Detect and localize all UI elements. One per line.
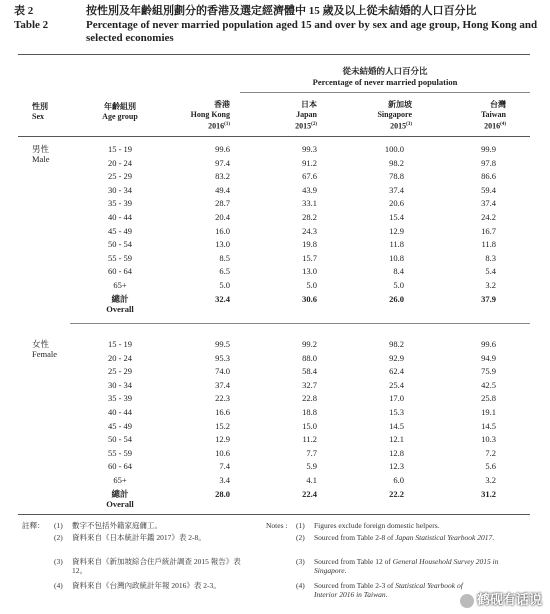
col-tw-year: 2016: [484, 121, 501, 131]
value-cell-sg: 98.2: [389, 157, 404, 168]
value-cell-tw: 24.2: [481, 212, 496, 222]
value-cell-hk: 16.0: [215, 225, 230, 236]
col-sg-note: (3): [406, 122, 412, 127]
value-cell-hk: 37.4: [215, 379, 230, 390]
col-sg-year-line: [352, 120, 412, 132]
col-sex-en: Sex: [32, 112, 44, 121]
table-label-en: Table 2: [14, 19, 49, 31]
note-en-2-b: .: [492, 533, 495, 542]
note-zh-2-num: (2): [54, 533, 63, 542]
value-cell-tw: 42.5: [481, 379, 496, 390]
col-header-sex: [32, 102, 82, 122]
value-cell-hk: 20.4: [215, 212, 230, 222]
age-group-cell: 25 - 29: [107, 171, 133, 182]
value-cell-sg: 8.4: [393, 266, 404, 277]
note-zh-1: [22, 521, 257, 533]
value-cell-tw: 5.4: [485, 266, 496, 277]
female-overall-zh: 總計: [111, 489, 129, 499]
value-cell-tw: 5.6: [485, 461, 496, 472]
age-group-cell: 55 - 59: [107, 252, 133, 263]
table-label-zh: 表 2: [14, 5, 34, 17]
value-cell-jp: 33.1: [302, 198, 317, 209]
value-cell-sg: 15.3: [389, 407, 404, 417]
age-group-cell: 25 - 29: [107, 366, 133, 377]
value-cell-hk: 12.9: [215, 434, 230, 445]
watermark-logo-icon: [460, 594, 474, 608]
note-zh-1-text: 數字不包括外籍家庭傭工。: [72, 521, 162, 530]
col-tw-note: (4): [500, 122, 506, 127]
value-cell-jp: 4.1: [306, 475, 317, 485]
value-cell-sg: 12.8: [389, 447, 404, 458]
note-zh-4-text: 資料來自《台灣內政統計年報 2016》表 2-3。: [72, 581, 221, 590]
value-cell-hk: 3.4: [219, 475, 230, 485]
value-cell-sg: 25.4: [389, 379, 404, 390]
value-cell-tw: 3.2: [485, 475, 496, 485]
value-cell-sg: 37.4: [389, 184, 404, 195]
col-header-age: [90, 102, 150, 122]
value-cell-hk: 16.6: [215, 407, 230, 417]
value-cell-hk: 7.4: [219, 461, 230, 472]
age-group-cell: 60 - 64: [107, 266, 133, 277]
watermark: [460, 589, 542, 608]
col-header-hk: [178, 100, 230, 132]
value-cell-tw: 99.9: [481, 144, 496, 154]
male-label-zh: 男性: [32, 144, 50, 154]
value-cell-jp: 22.8: [302, 393, 317, 404]
value-cell-hk: 10.6: [215, 447, 230, 458]
female-overall-sg: 22.2: [389, 489, 404, 499]
col-sex-zh: 性別: [32, 102, 48, 111]
value-cell-jp: 58.4: [302, 366, 317, 377]
value-cell-hk: 22.3: [215, 393, 230, 404]
note-zh-3-num: (3): [54, 557, 63, 566]
value-cell-jp: 7.7: [306, 447, 317, 458]
value-cell-tw: 86.6: [481, 171, 496, 182]
male-label-en: Male: [32, 154, 50, 164]
note-zh-4-num: (4): [54, 581, 63, 590]
note-en-2-a: Sourced from Table 2-8 of: [314, 533, 396, 542]
age-group-cell: 35 - 39: [107, 393, 133, 404]
age-group-cell: 55 - 59: [107, 447, 133, 458]
value-cell-jp: 15.7: [302, 252, 317, 263]
value-cell-tw: 16.7: [481, 225, 496, 236]
value-cell-jp: 19.8: [302, 239, 317, 250]
notes-en-label: Notes :: [266, 521, 288, 530]
col-tw-en: Taiwan: [480, 110, 506, 119]
value-cell-jp: 67.6: [302, 171, 317, 182]
table-title-text-zh: 按性別及年齡組別劃分的香港及選定經濟體中 15 歲及以上從未結婚的人口百分比: [86, 5, 477, 17]
header-bottom-rule: [18, 136, 530, 137]
col-age-zh: 年齡組別: [104, 102, 136, 111]
group-header-en: Percentage of never married population: [312, 77, 458, 87]
note-zh-1-num: (1): [54, 521, 63, 530]
col-tw-year-line: [446, 120, 506, 132]
note-en-4-b: .: [385, 590, 388, 599]
male-overall-sg: 26.0: [389, 294, 404, 304]
note-zh-3-text: 資料來自《新加坡綜合住戶統計調查 2015 報告》表 12。: [72, 557, 241, 575]
header-top-rule: [18, 54, 530, 55]
col-hk-zh: 香港: [214, 100, 230, 109]
value-cell-tw: 11.8: [481, 239, 496, 250]
col-sg-en: Singapore: [377, 110, 412, 119]
col-jp-note: (2): [311, 122, 317, 127]
value-cell-hk: 97.4: [215, 157, 230, 168]
age-group-cell: 45 - 49: [107, 420, 133, 431]
value-cell-sg: 12.1: [389, 434, 404, 445]
value-cell-hk: 99.5: [215, 339, 230, 349]
value-cell-hk: 83.2: [215, 171, 230, 182]
age-group-cell: 20 - 24: [107, 352, 133, 363]
age-group-cell: 60 - 64: [107, 461, 133, 472]
col-sg-zh: 新加坡: [388, 100, 412, 109]
male-overall-hk: 32.4: [215, 294, 230, 304]
value-cell-hk: 8.5: [219, 252, 230, 263]
value-cell-jp: 91.2: [302, 157, 317, 168]
note-en-2-num: (2): [296, 533, 305, 542]
value-cell-tw: 97.8: [481, 157, 496, 168]
col-hk-en: Hong Kong: [190, 110, 230, 119]
value-cell-sg: 78.8: [389, 171, 404, 182]
col-header-tw: [446, 100, 506, 132]
female-overall-hk: 28.0: [215, 489, 230, 499]
col-header-jp: [265, 100, 317, 132]
age-group-cell: 40 - 44: [107, 212, 133, 222]
age-group-cell: 15 - 19: [107, 144, 133, 154]
value-cell-tw: 7.2: [485, 447, 496, 458]
note-en-2-text: [314, 533, 504, 542]
age-group-cell: 35 - 39: [107, 198, 133, 209]
col-hk-year: 2016: [208, 121, 225, 131]
age-group-cell: 65+: [113, 280, 127, 290]
table-title-text-en: Percentage of never married population aged 15 and over by sex and age group, Hong Kong and selected economies: [86, 19, 538, 44]
value-cell-jp: 88.0: [302, 352, 317, 363]
table-bottom-rule: [18, 514, 530, 515]
value-cell-hk: 99.6: [215, 144, 230, 154]
note-en-3-text: [314, 557, 504, 575]
value-cell-hk: 28.7: [215, 198, 230, 209]
group-header-rule: [240, 92, 530, 93]
age-group-cell: 40 - 44: [107, 407, 133, 417]
value-cell-sg: 20.6: [389, 198, 404, 209]
value-cell-jp: 15.0: [302, 420, 317, 431]
value-cell-jp: 43.9: [302, 184, 317, 195]
value-cell-jp: 5.9: [306, 461, 317, 472]
value-cell-tw: 94.9: [481, 352, 496, 363]
note-zh-3: [22, 557, 257, 581]
value-cell-jp: 32.7: [302, 379, 317, 390]
note-en-4-italic: Statistical Yearbook of Interior 2016 in Taiwan: [314, 581, 463, 599]
col-header-sg: [352, 100, 412, 132]
note-zh-2-text: 資料來自《日本統計年鑑 2017》表 2-8。: [72, 533, 206, 542]
value-cell-sg: 62.4: [389, 366, 404, 377]
note-zh-2: [22, 533, 257, 557]
note-en-4-text: [314, 581, 464, 599]
female-overall-jp: 22.4: [302, 489, 317, 499]
sex-label-female: [32, 339, 92, 359]
value-cell-hk: 15.2: [215, 420, 230, 431]
value-cell-jp: 99.2: [302, 339, 317, 349]
value-cell-tw: 37.4: [481, 198, 496, 209]
value-cell-sg: 5.0: [393, 280, 404, 290]
value-cell-tw: 10.3: [481, 434, 496, 445]
female-overall-en: Overall: [106, 499, 134, 509]
note-en-3-italic: General Household Survey 2015 in Singapore: [314, 557, 499, 575]
value-cell-jp: 11.2: [302, 434, 317, 445]
note-en-4-num: (4): [296, 581, 305, 590]
age-group-cell: 50 - 54: [107, 434, 133, 445]
age-group-cell: 45 - 49: [107, 225, 133, 236]
value-cell-jp: 28.2: [302, 212, 317, 222]
value-cell-jp: 18.8: [302, 407, 317, 417]
section-divider: [70, 323, 530, 324]
note-en-1-num: (1): [296, 521, 305, 530]
age-group-cell: 20 - 24: [107, 157, 133, 168]
value-cell-tw: 8.3: [485, 252, 496, 263]
female-overall-label: [90, 489, 150, 509]
value-cell-hk: 5.0: [219, 280, 230, 290]
age-group-cell: 50 - 54: [107, 239, 133, 250]
col-hk-year-line: [178, 120, 230, 132]
value-cell-jp: 99.3: [302, 144, 317, 154]
male-overall-tw: 37.9: [481, 294, 496, 304]
female-label-zh: 女性: [32, 339, 50, 349]
note-en-4-a: Sourced from Table 2-3 of: [314, 581, 396, 590]
value-cell-sg: 17.0: [389, 393, 404, 404]
age-group-cell: 65+: [113, 475, 127, 485]
note-en-3-num: (3): [296, 557, 305, 566]
note-en-1: [266, 521, 530, 533]
age-group-cell: 30 - 34: [107, 379, 133, 390]
group-header-zh: 從未結婚的人口百分比: [342, 66, 428, 76]
value-cell-tw: 25.8: [481, 393, 496, 404]
age-group-cell: 15 - 19: [107, 339, 133, 349]
value-cell-sg: 98.2: [389, 339, 404, 349]
sex-label-male: [32, 144, 92, 164]
female-overall-tw: 31.2: [481, 489, 496, 499]
note-en-1-text: Figures exclude foreign domestic helpers.: [314, 521, 440, 530]
value-cell-jp: 13.0: [302, 266, 317, 277]
value-cell-sg: 12.9: [389, 225, 404, 236]
col-tw-zh: 台灣: [490, 100, 506, 109]
notes-zh-label: 註釋：: [22, 521, 45, 530]
value-cell-tw: 3.2: [485, 280, 496, 290]
value-cell-hk: 74.0: [215, 366, 230, 377]
value-cell-hk: 49.4: [215, 184, 230, 195]
male-overall-en: Overall: [106, 304, 134, 314]
col-jp-zh: 日本: [301, 100, 317, 109]
value-cell-jp: 5.0: [306, 280, 317, 290]
value-cell-tw: 99.6: [481, 339, 496, 349]
male-overall-label: [90, 294, 150, 314]
watermark-text: 鹤砚有话说: [476, 593, 542, 608]
notes-zh: [22, 521, 257, 593]
value-cell-sg: 15.4: [389, 212, 404, 222]
male-overall-jp: 30.6: [302, 294, 317, 304]
value-cell-tw: 14.5: [481, 420, 496, 431]
note-en-3-a: Sourced from Table 12 of: [314, 557, 393, 566]
value-cell-jp: 24.3: [302, 225, 317, 236]
note-zh-4: [22, 581, 257, 593]
value-cell-tw: 19.1: [481, 407, 496, 417]
note-en-3-b: .: [344, 566, 347, 575]
value-cell-sg: 14.5: [389, 420, 404, 431]
col-jp-en: Japan: [296, 110, 317, 119]
female-label-en: Female: [32, 349, 58, 359]
value-cell-tw: 75.9: [481, 366, 496, 377]
col-hk-note: (1): [224, 122, 230, 127]
value-cell-sg: 11.8: [389, 239, 404, 250]
value-cell-hk: 13.0: [215, 239, 230, 250]
note-en-2-italic: Japan Statistical Yearbook 2017: [395, 533, 493, 542]
col-jp-year: 2015: [295, 121, 312, 131]
value-cell-hk: 6.5: [219, 266, 230, 277]
note-en-2: [266, 533, 530, 557]
note-en-3: [266, 557, 530, 581]
value-cell-hk: 95.3: [215, 352, 230, 363]
col-jp-year-line: [265, 120, 317, 132]
col-age-en: Age group: [102, 112, 138, 121]
value-cell-sg: 10.8: [389, 252, 404, 263]
value-cell-tw: 59.4: [481, 184, 496, 195]
value-cell-sg: 100.0: [384, 144, 404, 154]
value-cell-sg: 6.0: [393, 475, 404, 485]
value-cell-sg: 92.9: [389, 352, 404, 363]
group-header: [240, 66, 530, 88]
age-group-cell: 30 - 34: [107, 184, 133, 195]
value-cell-sg: 12.3: [389, 461, 404, 472]
male-overall-zh: 總計: [111, 294, 129, 304]
col-sg-year: 2015: [390, 121, 407, 131]
